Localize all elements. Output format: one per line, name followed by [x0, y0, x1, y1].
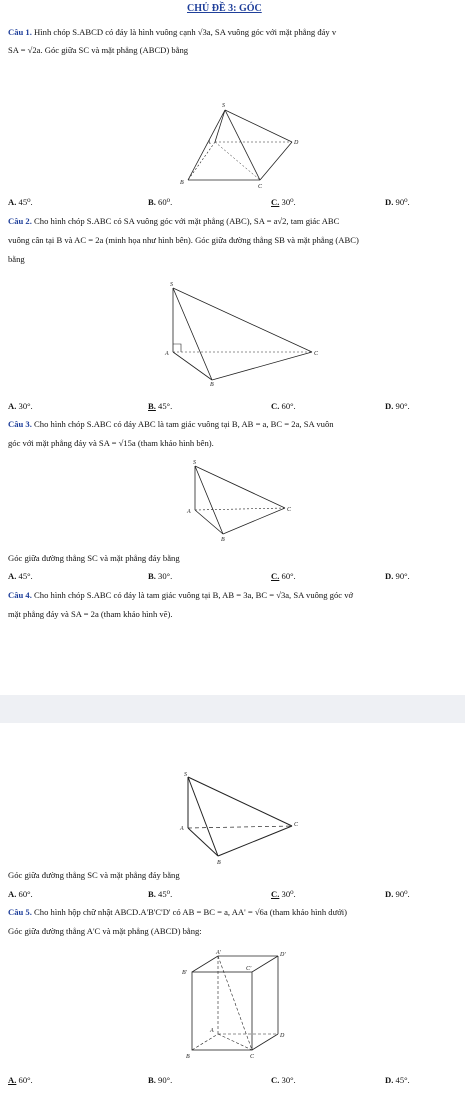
q1-answer-b[interactable]: [148, 197, 172, 208]
fig1-label-b: B: [180, 180, 184, 186]
question-3-line-3: Góc giữa đường thẳng SC và mặt phẳng đáy bằng: [8, 553, 180, 563]
answer-value: 60°.: [18, 1075, 33, 1085]
fig3-label-a: A: [187, 509, 191, 515]
answer-value: 45⁰.: [158, 889, 173, 899]
answer-letter: B.: [148, 571, 156, 581]
answer-letter: A.: [8, 1075, 17, 1085]
fig5-label-a-prime: A': [216, 950, 221, 956]
q3-answer-c[interactable]: [271, 571, 296, 581]
answer-value: 45°.: [18, 571, 33, 581]
fig2-label-s: S: [170, 282, 173, 288]
fig1-label-c: C: [258, 184, 263, 190]
question-1-label: Câu 1.: [8, 27, 32, 37]
q5-answer-b[interactable]: [148, 1075, 172, 1085]
fig2-label-b: B: [210, 382, 214, 388]
page-title: CHỦ ĐỀ 3: GÓC: [187, 3, 262, 14]
answer-letter: B.: [148, 889, 156, 899]
answer-value: 30⁰.: [281, 889, 296, 899]
answer-value: 60°.: [18, 889, 33, 899]
q2-answer-a[interactable]: [8, 401, 33, 411]
answer-letter: B.: [148, 197, 156, 207]
question-3-line-1: [8, 419, 334, 429]
q3-answer-a[interactable]: [8, 571, 33, 581]
answer-value: 90°.: [395, 571, 410, 581]
answer-value: 45°.: [395, 1075, 410, 1085]
figure-pyramid-sabcd: [160, 100, 300, 190]
answer-letter: C.: [271, 889, 280, 899]
question-5-line-1: [8, 907, 347, 917]
fig5-label-d-prime: D': [280, 952, 286, 958]
answer-letter: C.: [271, 1075, 280, 1085]
q2-answer-c[interactable]: [271, 401, 296, 411]
answer-letter: A.: [8, 197, 17, 207]
question-2-label: Câu 2.: [8, 216, 32, 226]
answer-value: 90°.: [395, 401, 410, 411]
fig1-label-a: A: [207, 140, 211, 146]
fig1-label-d: D: [294, 140, 299, 146]
q3-answer-b[interactable]: [148, 571, 172, 581]
q2-answer-b[interactable]: [148, 401, 172, 411]
answer-letter: D.: [385, 401, 394, 411]
fig4-label-c: C: [294, 822, 299, 828]
q5-answer-c[interactable]: [271, 1075, 296, 1085]
q5-answer-a[interactable]: [8, 1075, 33, 1085]
fig5-label-c-prime: C': [246, 966, 252, 972]
question-4-line-2: mặt phẳng đáy và SA = 2a (tham khảo hình vẽ).: [8, 609, 173, 619]
answer-value: 90⁰.: [395, 889, 410, 899]
answer-value: 90°.: [158, 1075, 173, 1085]
answer-value: 60°.: [281, 571, 296, 581]
question-5-line-2: Góc giữa đường thẳng A'C và mặt phẳng (ABCD) bằng:: [8, 926, 202, 936]
answer-value: 60⁰.: [158, 197, 173, 207]
answer-letter: D.: [385, 889, 394, 899]
fig3-label-b: B: [221, 537, 225, 543]
q4-answer-d[interactable]: [385, 889, 410, 900]
fig5-label-b-prime: B': [182, 970, 187, 976]
fig4-label-a: A: [180, 826, 184, 832]
q4-answer-a[interactable]: [8, 889, 33, 899]
answer-letter: A.: [8, 889, 17, 899]
fig4-label-s: S: [184, 772, 187, 778]
question-2-line-3: bằng: [8, 254, 25, 264]
question-2-line-1: [8, 216, 339, 226]
figure-pyramid-sabc-3: [185, 458, 295, 543]
fig5-label-c: C: [250, 1054, 255, 1060]
q2-answer-d[interactable]: [385, 401, 410, 411]
question-2-text: Cho hình chóp S.ABC có SA vuông góc với mặt phẳng (ABC), SA = a√2, tam giác ABC: [34, 216, 340, 226]
question-5-label: Câu 5.: [8, 907, 32, 917]
question-1-line-1: [8, 27, 336, 37]
question-3-text: Cho hình chóp S.ABC có đáy ABC là tam giác vuông tại B, AB = a, BC = 2a, SA vuôn: [34, 419, 334, 429]
answer-letter: C.: [271, 571, 280, 581]
answer-letter: B.: [148, 401, 156, 411]
question-1-line-2: SA = √2a. Góc giữa SC và mặt phẳng (ABCD) bằng: [8, 45, 189, 55]
answer-letter: A.: [8, 571, 17, 581]
question-1-text: Hình chóp S.ABCD có đáy là hình vuông cạnh √3a, SA vuông góc với mặt phẳng đáy v: [34, 27, 337, 37]
answer-value: 30⁰.: [281, 197, 296, 207]
q1-answer-d[interactable]: [385, 197, 410, 208]
figure-pyramid-sabc-2: [160, 280, 330, 388]
q1-answer-c[interactable]: [271, 197, 296, 208]
question-4-line-1: [8, 590, 353, 600]
answer-letter: C.: [271, 197, 280, 207]
q4-answer-b[interactable]: [148, 889, 172, 900]
question-4-line-3: Góc giữa đường thẳng SC và mặt phẳng đáy bằng: [8, 870, 180, 880]
fig2-label-c: C: [314, 351, 319, 357]
page-break-band: [0, 695, 465, 723]
answer-letter: C.: [271, 401, 280, 411]
answer-value: 45⁰.: [18, 197, 33, 207]
question-4-text: Cho hình chóp S.ABC có đáy là tam giác vuông tại B, AB = 3a, BC = √3a, SA vuông góc vớ: [34, 590, 354, 600]
answer-value: 45°.: [158, 401, 173, 411]
answer-letter: D.: [385, 197, 394, 207]
question-2-line-2: vuông cân tại B và AC = 2a (minh họa như hình bên). Góc giữa đường thẳng SB và mặt phẳng (ABC): [8, 235, 359, 245]
fig4-label-b: B: [217, 860, 221, 866]
answer-value: 30°.: [158, 571, 173, 581]
q1-answer-a[interactable]: [8, 197, 33, 208]
fig2-label-a: A: [165, 351, 169, 357]
q5-answer-d[interactable]: [385, 1075, 410, 1085]
fig3-label-c: C: [287, 507, 292, 513]
fig5-label-a: A: [210, 1028, 214, 1034]
figure-rectangular-box: [180, 950, 290, 1060]
fig5-label-d: D: [280, 1033, 285, 1039]
answer-value: 30°.: [18, 401, 33, 411]
question-4-label: Câu 4.: [8, 590, 32, 600]
q4-answer-c[interactable]: [271, 889, 296, 900]
fig3-label-s: S: [193, 460, 196, 466]
answer-value: 60°.: [281, 401, 296, 411]
question-5-text: Cho hình hộp chữ nhật ABCD.A'B'C'D' có AB = BC = a, AA' = √6a (tham khảo hình dưới): [34, 907, 348, 917]
question-3-label: Câu 3.: [8, 419, 32, 429]
answer-value: 90⁰.: [395, 197, 410, 207]
answer-value: 30°.: [281, 1075, 296, 1085]
answer-letter: D.: [385, 1075, 394, 1085]
answer-letter: A.: [8, 401, 17, 411]
q3-answer-d[interactable]: [385, 571, 410, 581]
figure-pyramid-sabc-4: [180, 770, 305, 865]
answer-letter: B.: [148, 1075, 156, 1085]
fig1-label-s: S: [222, 103, 225, 109]
fig5-label-b: B: [186, 1054, 190, 1060]
question-3-line-2: góc với mặt phẳng đáy và SA = √15a (tham khảo hình bên).: [8, 438, 214, 448]
answer-letter: D.: [385, 571, 394, 581]
